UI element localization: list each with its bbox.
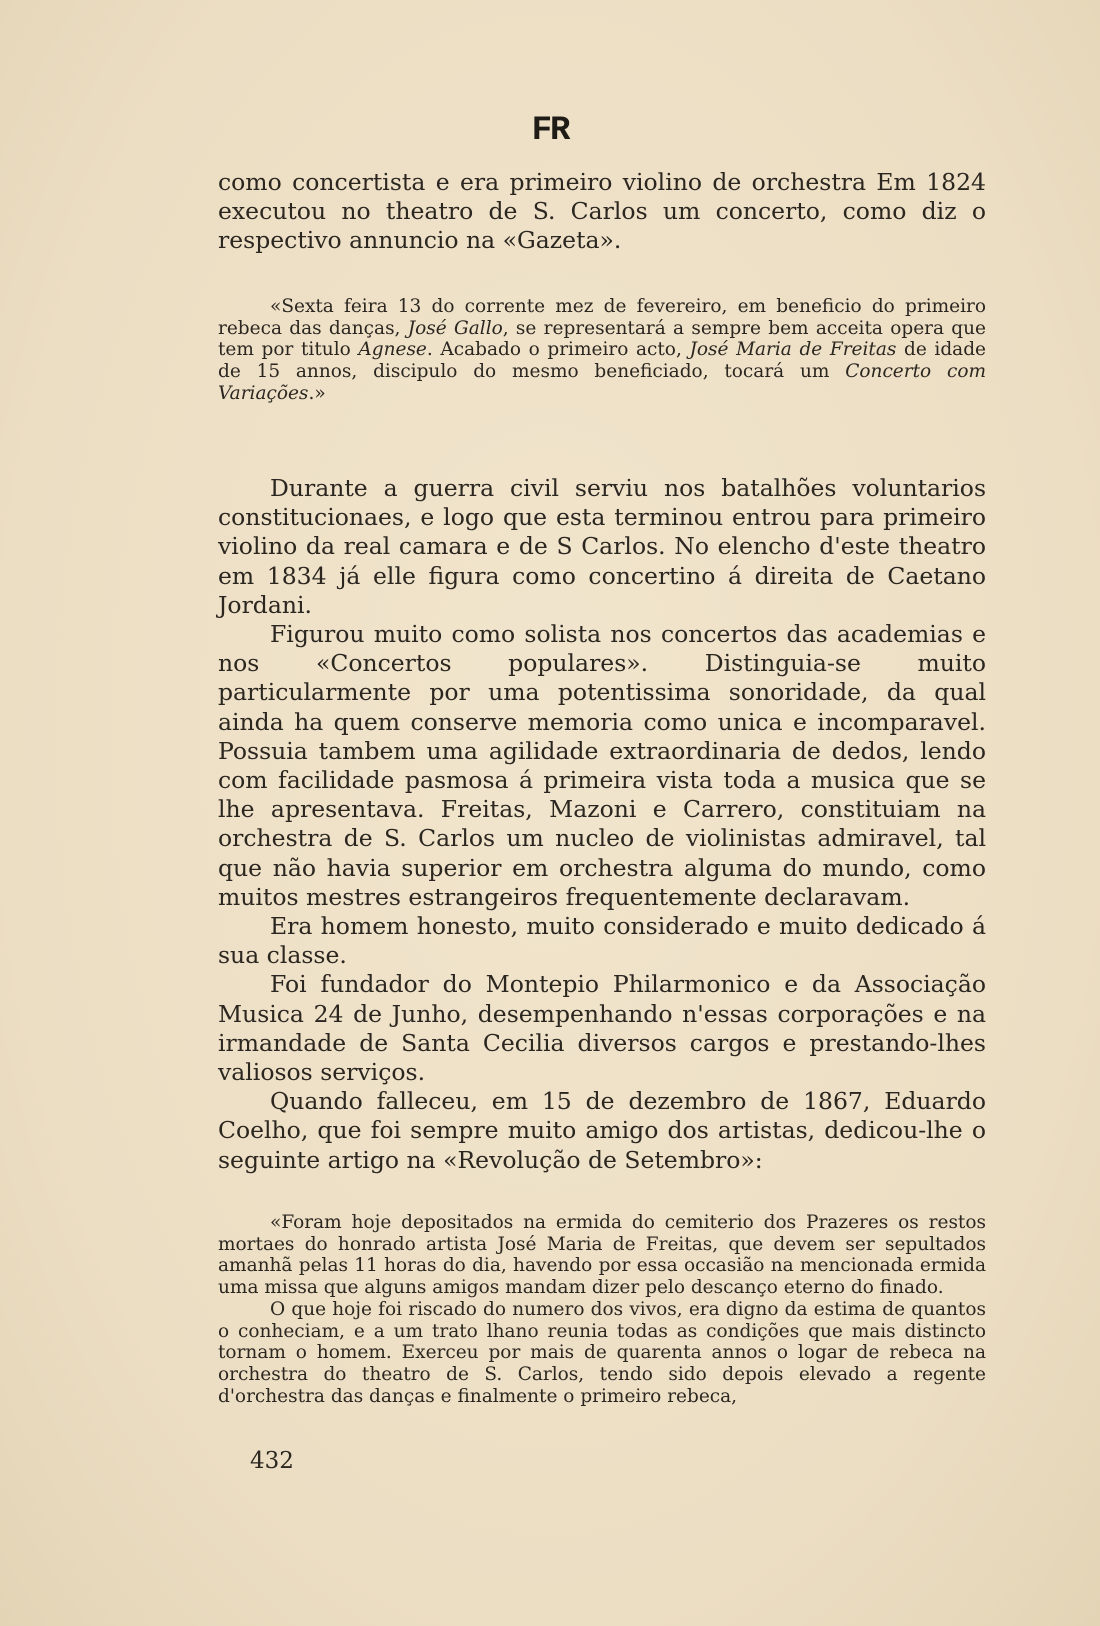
running-header: FR (531, 112, 569, 150)
quote-text-part: «Sexta feira 13 do corrente mez de fevereiro, em beneficio do primeiro rebeca das danças, (218, 296, 986, 339)
paragraph-founder: Foi fundador do Montepio Philarmonico e da Associação Musica 24 de Junho, desempenhando n'essas corporações e na irmandade de Santa Cecilia diversos cargos e prestando-lhes valiosos serviços. (218, 970, 986, 1087)
quote-text-part: de idade de 15 annos, discipulo do mesmo beneficiado, tocará um (218, 339, 986, 383)
quote-obituary (218, 1212, 986, 1407)
obituary-paragraph-1: «Foram hoje depositados na ermida do cemiterio dos Prazeres os restos mortaes do honrado artista José Maria de Freitas, que devem ser sepultados amanhã pelas 11 horas do dia, havendo por essa occasião na mencionada ermida uma missa que alguns amigos mandam dizer pelo descanço eterno do finado. (218, 1212, 986, 1299)
quote-text-part: .» (308, 382, 326, 404)
quote-italic-title: Agnese (358, 339, 427, 361)
paragraph-character: Era homem honesto, muito considerado e muito dedicado á sua classe. (218, 912, 986, 970)
quote-italic-name: José Gallo (407, 317, 503, 339)
quote-italic-name: José Maria de Freitas (689, 339, 897, 361)
quote-announcement (218, 296, 986, 405)
page-number: 432 (250, 1448, 294, 1474)
obituary-paragraph-2: O que hoje foi riscado do numero dos vivos, era digno da estima de quantos o conheciam, e a um trato lhano reunia todas as condições que mais distincto tornam o homem. Exerceu por mais de quarenta annos o logar de rebeca na orchestra do theatro de S. Carlos, tendo sido depois elevado a regente d'orchestra das danças e finalmente o primeiro rebeca, (218, 1298, 986, 1407)
paragraph-text: como concertista e era primeiro violino de orchestra Em 1824 executou no theatro de S. Carlos um concerto, como diz o respectivo annuncio na «Gazeta». (218, 168, 986, 255)
quote-italic-title: Concerto com Variações (218, 361, 986, 404)
paragraph-soloist: Figurou muito como solista nos concertos das academias e nos «Concertos populares». Distinguia-se muito particularmente por uma potentissima sonoridade, da qual ainda ha quem conserve memoria como unica e incomparavel. Possuia tambem uma agilidade extraordinaria de dedos, lendo com facilidade pasmosa á primeira vista toda a musica que se lhe apresentava. Freitas, Mazoni e Carrero, constituiam na orchestra de S. Carlos um nucleo de violinistas admiravel, tal que não havia superior em orchestra alguma do mundo, como muitos mestres estrangeiros frequentemente declaravam. (218, 620, 986, 911)
quote-text-part: . Acabado o primeiro acto, (426, 339, 690, 361)
quote-text (218, 296, 986, 405)
paragraph-death: Quando falleceu, em 15 de dezembro de 1867, Eduardo Coelho, que foi sempre muito amigo dos artistas, dedicou-lhe o seguinte artigo na «Revolução de Setembro»: (218, 1087, 986, 1174)
quote-text-part: , se representará a sempre bem acceita opera que tem por titulo (218, 317, 986, 361)
paragraph-civil-war: Durante a guerra civil serviu nos batalhões voluntarios constitucionaes, e logo que esta terminou entrou para primeiro violino da real camara e de S Carlos. No elencho d'este theatro em 1834 já elle figura como concertino á direita de Caetano Jordani. (218, 474, 986, 619)
paragraph-continuation (218, 168, 986, 256)
main-text (218, 474, 986, 1175)
